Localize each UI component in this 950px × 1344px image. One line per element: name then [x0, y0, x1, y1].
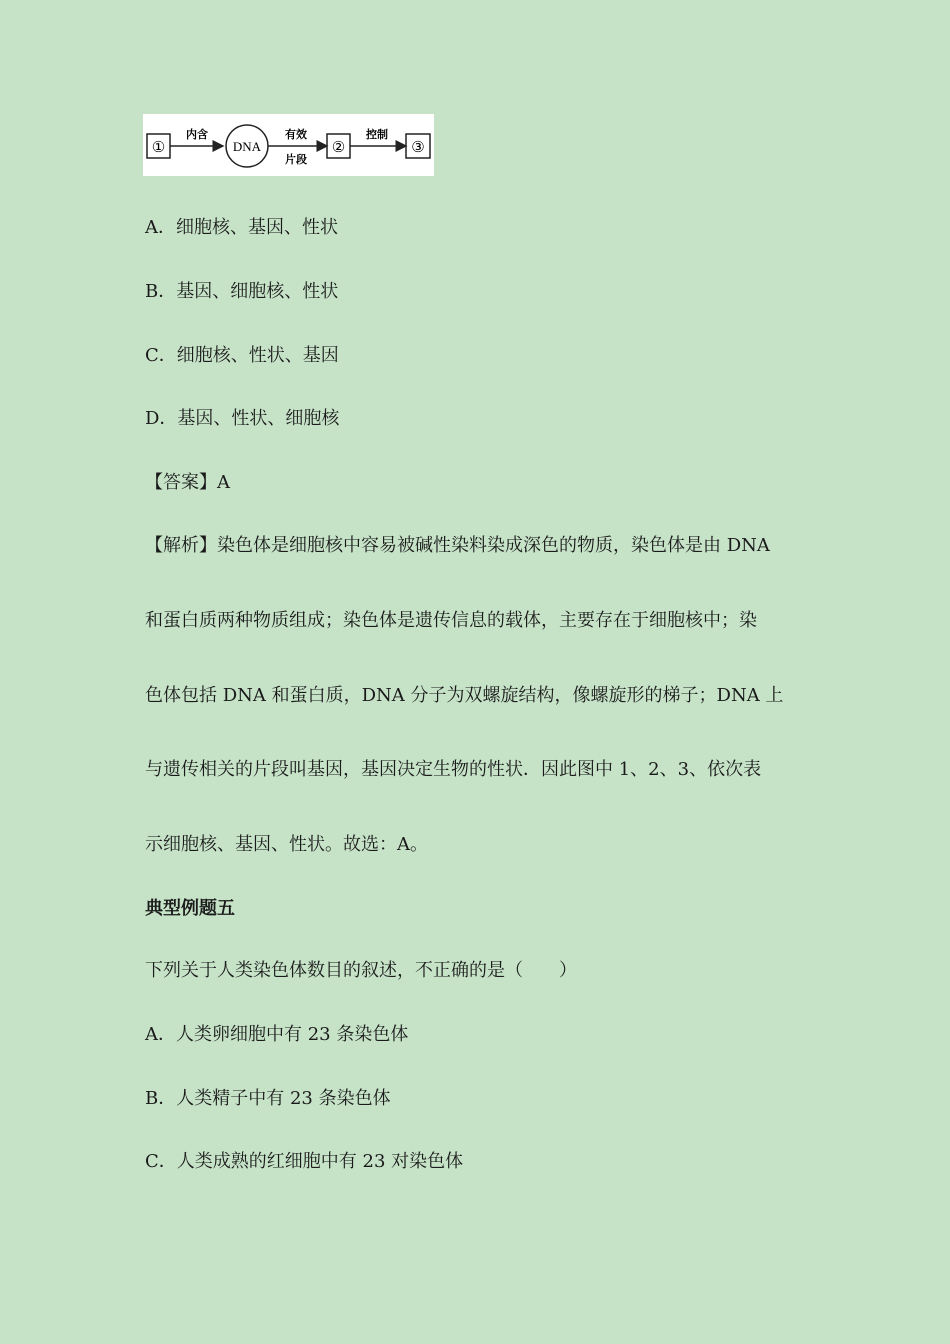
arrow-1-label: 内含	[186, 128, 208, 141]
arrow-2-label-bottom: 片段	[285, 153, 307, 166]
arrow-3-label: 控制	[366, 128, 388, 141]
q4-analysis-line-1: 【解析】染色体是细胞核中容易被碱性染料染成深色的物质，染色体是由 DNA	[145, 535, 770, 556]
q4-analysis-line-3: 色体包括 DNA 和蛋白质，DNA 分子为双螺旋结构，像螺旋形的梯子；DNA 上	[145, 685, 784, 706]
q4-option-b: B．基因、细胞核、性状	[145, 281, 339, 302]
q4-analysis-line-2: 和蛋白质两种物质组成；染色体是遗传信息的载体，主要存在于细胞核中；染	[145, 610, 757, 631]
q4-option-a: A．细胞核、基因、性状	[145, 217, 338, 238]
arrow-2-label-top: 有效	[285, 128, 307, 141]
q4-option-d: D．基因、性状、细胞核	[145, 408, 340, 429]
example5-heading: 典型例题五	[145, 898, 235, 919]
box-2-label: ②	[331, 138, 346, 156]
box-1-label: ①	[151, 138, 166, 156]
example5-option-b: B．人类精子中有 23 条染色体	[145, 1088, 391, 1109]
q4-option-c: C．细胞核、性状、基因	[145, 345, 339, 366]
dna-flow-diagram	[143, 114, 434, 176]
q4-analysis-line-4: 与遗传相关的片段叫基因，基因决定生物的性状．因此图中 1、2、3、依次表	[145, 759, 762, 780]
example5-option-a: A．人类卵细胞中有 23 条染色体	[145, 1024, 409, 1045]
example5-option-c: C．人类成熟的红细胞中有 23 对染色体	[145, 1151, 464, 1172]
q4-answer: 【答案】A	[145, 472, 230, 493]
example5-question: 下列关于人类染色体数目的叙述，不正确的是（ ）	[145, 960, 577, 981]
diagram-svg	[143, 114, 434, 176]
box-3-label: ③	[411, 138, 425, 156]
dna-circle-label: DNA	[232, 139, 262, 154]
q4-analysis-line-5: 示细胞核、基因、性状。故选：A。	[145, 834, 428, 855]
